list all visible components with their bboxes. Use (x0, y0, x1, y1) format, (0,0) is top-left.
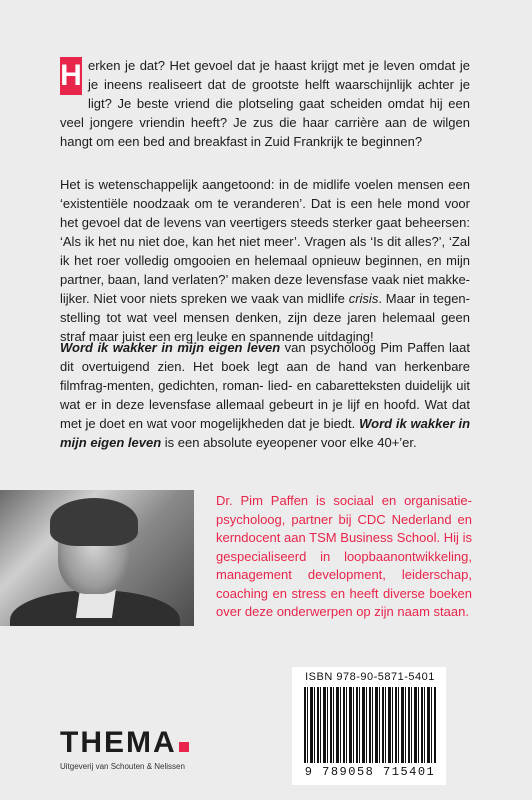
publisher-name: Uitgeverij van Schouten & Nelissen (60, 762, 185, 771)
intro-text: erken je dat? Het gevoel dat je haast krijgt met je leven omdat je je ineens realiseert dat de grootste helft waarschijnlijk achter je ligt? Je beste vriend die plotseling gaat scheiden omdat hij een veel jongere vriendin heeft? Je zus die haar carrière aan de wilgen hangt om een bed and breakfast in Zuid Frankrijk te beginnen? (60, 58, 470, 149)
intro-paragraph (60, 56, 470, 151)
third-paragraph (60, 338, 470, 452)
p3-text-b: is een absolute eyeopener voor elke 40+’er. (161, 435, 417, 450)
author-bio: Dr. Pim Paffen is sociaal en organisatie-psycholoog, partner bij CDC Nederland en kerndocent aan TSM Business School. Hij is gespecialiseerd in loopbaanontwikkeling, management development, leiderschap, coaching en stress en heeft diverse boeken over deze onderwerpen op zijn naam staan. (216, 493, 472, 619)
book-title-second: Word ik wakker in mijn eigen leven (60, 416, 471, 450)
author-photo-hair (50, 498, 138, 546)
logo-dot-icon (179, 742, 189, 752)
publisher-logo (60, 727, 189, 759)
book-title-first: Word ik wakker in mijn eigen leven (60, 340, 281, 355)
barcode-digits: 9 789058 715401 (304, 765, 436, 779)
p2-text-a: Het is wetenschappelijk aangetoond: in de midlife voelen mensen een ‘existentiële noodzaak om te veranderen’. Dat is een hele mond voor het gevoel dat de levens van veertigers steeds sterker gaat beheersen: ‘Als ik het nu niet doe, kan het niet meer’. Vragen als ‘Is dit alles?’, ‘Zal ik het roer volledig omgooien en helemaal opnieuw beginnen, en mijn partner, baan, land verlaten?’ maken deze levensfase vaak niet makke-lijker. Niet voor niets spreken we vaak van midlife (60, 177, 470, 306)
author-photo (0, 490, 194, 626)
isbn-barcode-box (292, 667, 446, 785)
second-paragraph (60, 175, 470, 346)
p2-italic-crisis: crisis (348, 291, 379, 306)
p2-text-c: . Maar in tegen-stelling tot wat veel mensen denken, zijn deze jaren helemaal geen straf maar juist een erg leuke en spannende uitdaging! (60, 291, 470, 344)
barcode-icon (304, 687, 436, 763)
drop-cap: H (60, 57, 82, 95)
isbn-label: ISBN 978-90-5871-5401 (305, 671, 435, 683)
p3-text-a: van psycholoog Pim Paffen laat dit overtuigend zien. Het boek legt aan de hand van herkenbare filmfrag-menten, gedichten, roman- lied- en cabaretteksten duidelijk uit wat er in deze levensfase allemaal gebeurt in je lijf en hoofd. Wat dat met je doet en wat voor mogelijkheden dat je biedt. (60, 340, 470, 431)
publisher-logo-text: THEMA (60, 726, 177, 759)
